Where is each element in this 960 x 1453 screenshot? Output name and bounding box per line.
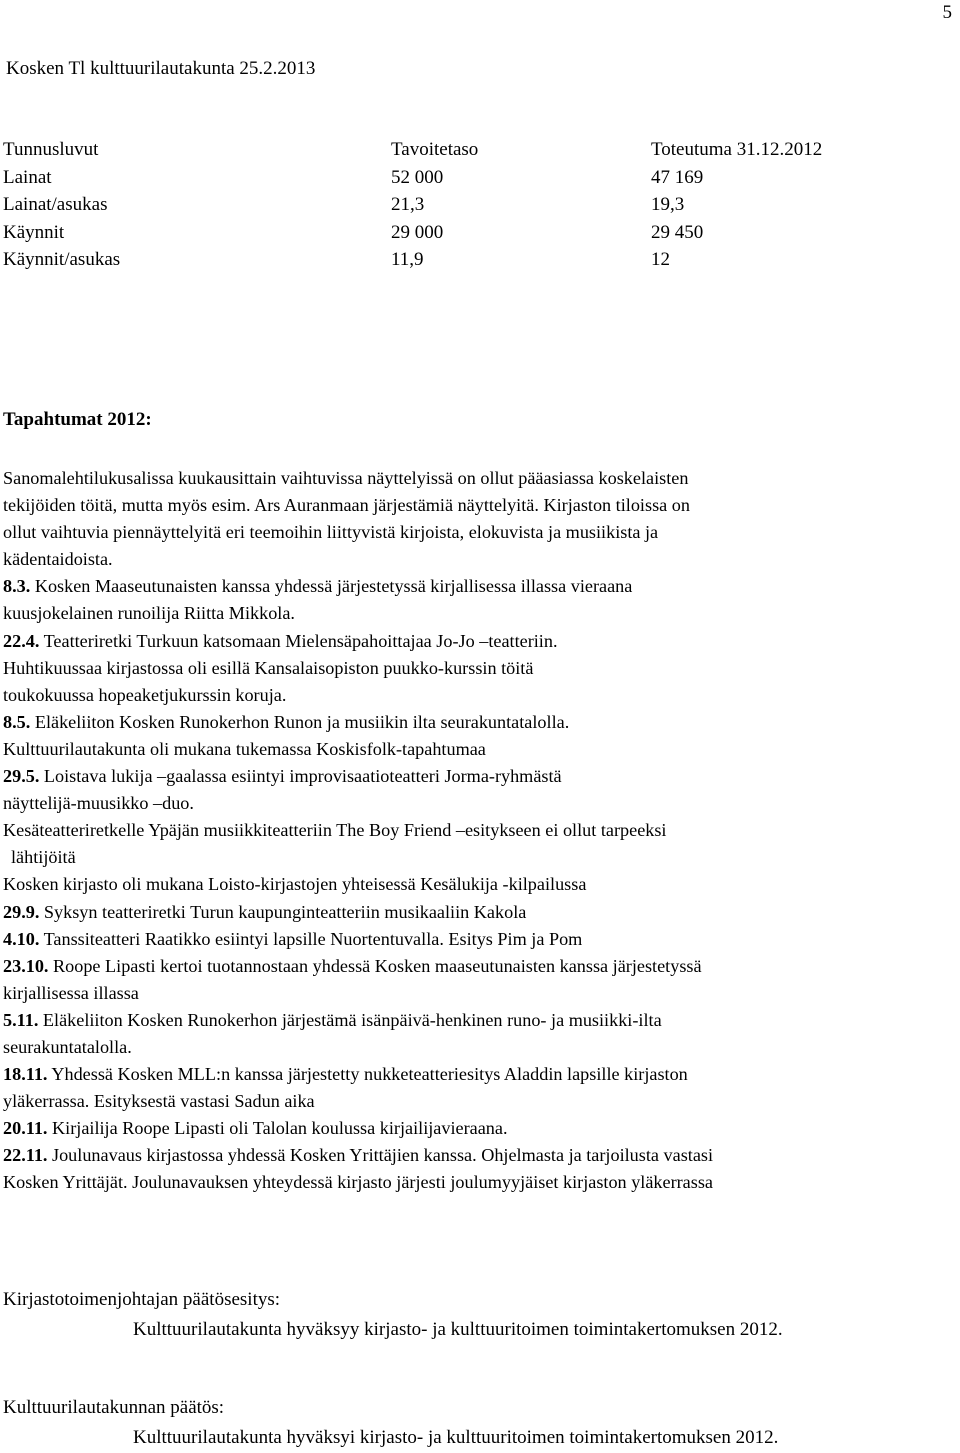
event-text: Kosken Maaseutunaisten kanssa yhdessä järjestetyssä kirjallisessa illassa vieraana bbox=[34, 576, 633, 597]
table-header-cell: Tavoitetaso bbox=[391, 139, 479, 160]
table-cell: Käynnit/asukas bbox=[3, 249, 121, 270]
event-date: 4.10. bbox=[3, 928, 40, 949]
event-line bbox=[3, 953, 908, 980]
event-date: 29.5. bbox=[3, 766, 40, 787]
event-text: Eläkeliiton Kosken Runokerhon Runon ja musiikin ilta seurakuntatalolla. bbox=[34, 711, 570, 732]
proposal-section bbox=[3, 1285, 783, 1345]
decision-label: Kulttuurilautakunnan päätös: bbox=[3, 1397, 225, 1418]
event-date: 8.3. bbox=[3, 576, 31, 597]
table-cell: Lainat/asukas bbox=[3, 194, 108, 215]
event-date: 20.11. bbox=[3, 1118, 48, 1139]
table-cell: 19,3 bbox=[651, 194, 685, 215]
event-line bbox=[3, 763, 908, 790]
event-line bbox=[3, 709, 908, 736]
table-header-cell: Toteutuma 31.12.2012 bbox=[651, 139, 823, 160]
event-line: näyttelijä-muusikko –duo. bbox=[3, 793, 194, 814]
event-line bbox=[3, 926, 908, 953]
intro-line: tekijöiden töitä, mutta myös esim. Ars Auranmaan järjestämiä näyttelyitä. Kirjaston tiloissa on bbox=[3, 495, 690, 516]
event-line bbox=[3, 1115, 908, 1142]
event-text: Syksyn teatteriretki Turun kaupunginteatteriin musikaaliin Kakola bbox=[43, 901, 527, 922]
table-header-cell: Tunnusluvut bbox=[3, 139, 99, 160]
event-date: 18.11. bbox=[3, 1064, 48, 1085]
event-date: 5.11. bbox=[3, 1009, 39, 1030]
proposal-label: Kirjastotoimenjohtajan päätösesitys: bbox=[3, 1289, 281, 1310]
event-date: 22.11. bbox=[3, 1145, 48, 1166]
events-body bbox=[3, 465, 908, 1197]
event-date: 29.9. bbox=[3, 901, 40, 922]
events-heading: Tapahtumat 2012: bbox=[3, 409, 152, 430]
event-line bbox=[3, 1142, 908, 1169]
event-line: seurakuntatalolla. bbox=[3, 1036, 132, 1057]
event-line bbox=[3, 628, 908, 655]
event-date: 8.5. bbox=[3, 711, 31, 732]
intro-line: Sanomalehtilukusalissa kuukausittain vaihtuvissa näyttelyissä on ollut pääasiassa koskelaisten bbox=[3, 468, 689, 488]
event-text: Loistava lukija –gaalassa esiintyi improvisaatioteatteri Jorma-ryhmästä bbox=[43, 766, 562, 787]
event-line: Huhtikuussaa kirjastossa oli esillä Kansalaisopiston puukko-kurssin töitä bbox=[3, 657, 534, 678]
event-line: Kulttuurilautakunta oli mukana tukemassa Koskisfolk-tapahtumaa bbox=[3, 738, 486, 759]
table-cell: 21,3 bbox=[391, 194, 425, 215]
table-cell: 47 169 bbox=[651, 166, 704, 188]
event-line bbox=[3, 1061, 908, 1088]
page-number: 5 bbox=[942, 2, 952, 23]
event-line: toukokuussa hopeaketjukurssin koruja. bbox=[3, 684, 287, 705]
event-text: Kirjailija Roope Lipasti oli Talolan koulussa kirjailijavieraana. bbox=[52, 1118, 508, 1139]
document-header: Kosken Tl kulttuurilautakunta 25.2.2013 bbox=[6, 58, 316, 79]
event-line bbox=[3, 1007, 908, 1034]
table-cell: 12 bbox=[651, 249, 670, 270]
intro-line: ollut vaihtuvia piennäyttelyitä eri teemoihin liittyvistä kirjoista, elokuvista ja musiikista ja bbox=[3, 522, 659, 543]
proposal-text: Kulttuurilautakunta hyväksyy kirjasto- ja kulttuuritoimen toimintakertomuksen 2012. bbox=[133, 1319, 783, 1340]
event-line: yläkerrassa. Esityksestä vastasi Sadun aika bbox=[3, 1091, 315, 1112]
table-cell: 29 000 bbox=[391, 221, 444, 243]
event-line: Kesäteatteriretkelle Ypäjän musiikkiteatteriin The Boy Friend –esitykseen ei ollut tarpeeksi bbox=[3, 820, 667, 841]
event-text: Yhdessä Kosken MLL:n kanssa järjestetty nukketeatteriesitys Aladdin lapsille kirjaston bbox=[51, 1064, 688, 1085]
decision-text: Kulttuurilautakunta hyväksyi kirjasto- ja kulttuuritoimen toimintakertomuksen 2012. bbox=[133, 1427, 779, 1448]
table-cell: 52 000 bbox=[391, 166, 444, 188]
event-line bbox=[3, 899, 908, 926]
event-text: Eläkeliiton Kosken Runokerhon järjestämä isänpäivä-henkinen runo- ja musiikki-ilta bbox=[42, 1009, 662, 1030]
event-line bbox=[3, 573, 908, 600]
table-cell: 11,9 bbox=[391, 249, 424, 270]
event-text: Tanssiteatteri Raatikko esiintyi lapsille Nuortentuvalla. Esitys Pim ja Pom bbox=[43, 928, 583, 949]
decision-section bbox=[3, 1393, 778, 1453]
intro-line: kädentaidoista. bbox=[3, 549, 113, 570]
event-line: lähtijöitä bbox=[11, 847, 76, 868]
event-line: Kosken kirjasto oli mukana Loisto-kirjastojen yhteisessä Kesälukija -kilpailussa bbox=[3, 874, 587, 895]
table-cell: 29 450 bbox=[651, 221, 704, 243]
table-cell: Käynnit bbox=[3, 221, 65, 243]
event-line: Kosken Yrittäjät. Joulunavauksen yhteydessä kirjasto järjesti joulumyyjäiset kirjaston yläkerrassa bbox=[3, 1172, 713, 1193]
event-date: 23.10. bbox=[3, 955, 49, 976]
event-text: Teatteriretki Turkuun katsomaan Mielensäpahoittajaa Jo-Jo –teatteriin. bbox=[43, 630, 558, 651]
event-date: 22.4. bbox=[3, 630, 40, 651]
table-cell: Lainat bbox=[3, 166, 52, 188]
event-line: kuusjokelainen runoilija Riitta Mikkola. bbox=[3, 603, 295, 624]
event-text: Roope Lipasti kertoi tuotannostaan yhdessä Kosken maaseutunaisten kanssa järjestetyssä bbox=[53, 955, 702, 976]
event-text: Joulunavaus kirjastossa yhdessä Kosken Yrittäjien kanssa. Ohjelmasta ja tarjoilusta vastasi bbox=[52, 1145, 714, 1166]
event-line: kirjallisessa illassa bbox=[3, 982, 139, 1003]
